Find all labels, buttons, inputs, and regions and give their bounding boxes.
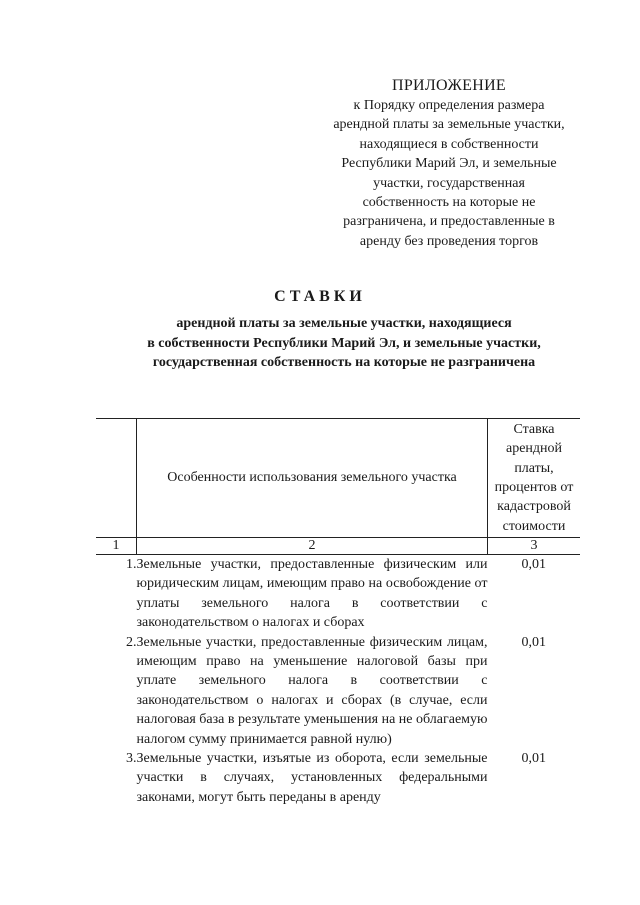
header-cell-usage: Особенности использования земельного участка	[137, 419, 488, 538]
header-cell-rate	[488, 419, 581, 538]
column-number-row	[96, 538, 580, 555]
document-title: СТАВКИ	[274, 288, 366, 305]
appendix-title: ПРИЛОЖЕНИЕ	[391, 77, 506, 94]
appendix-line: разграничена, и предоставленные в	[343, 214, 555, 230]
document-subtitle	[110, 314, 578, 373]
appendix-line: участки, государственная	[373, 175, 525, 191]
rates-table	[96, 418, 580, 807]
subtitle-line: в собственности Республики Марий Эл, и земельные участки,	[147, 335, 541, 351]
appendix-line: к Порядку определения размера	[353, 98, 545, 113]
column-number-cell: 3	[488, 538, 581, 555]
row-description: Земельные участки, предоставленные физическим или юридическим лицам, имеющим право на освобождение от уплаты земельного налога в соответствии с законодательством о налогах и сборах	[136, 557, 488, 631]
column-number-cell: 2	[137, 538, 488, 555]
header-rate-line: платы,	[514, 460, 554, 476]
subtitle-line: государственная собственность на которые не разграничена	[152, 355, 536, 371]
table-header-row	[96, 419, 580, 538]
appendix-line: собственность на которые не	[362, 195, 536, 211]
table-row	[96, 633, 580, 749]
appendix-line: находящиеся в собственности	[359, 136, 539, 152]
header-rate-line: кадастровой	[497, 499, 571, 515]
subtitle-line: арендной платы за земельные участки, находящиеся	[176, 316, 512, 331]
appendix-line: Республики Марий Эл, и земельные	[341, 156, 557, 172]
column-number-cell: 1	[96, 538, 137, 555]
row-number: 1.	[126, 557, 137, 572]
appendix-line: арендной платы за земельные участки,	[333, 117, 565, 133]
row-description: Земельные участки, предоставленные физическим лицам, имеющим право на уменьшение налоговой базы при уплате земельного налога в соответствии с законодательством о налогах и сборах (в случае, если налоговая база в результате уменьшения на не облагаемую налогом сумму принимается равной нулю)	[136, 634, 488, 747]
row-description: Земельные участки, изъятые из оборота, если земельные участки в случаях, установленных федеральными законами, могут быть переданы в аренду	[136, 751, 488, 805]
header-rate-line: процентов от	[494, 480, 574, 495]
row-rate: 0,01	[521, 634, 546, 650]
appendix-block	[318, 76, 580, 251]
table-row	[96, 749, 580, 807]
row-rate: 0,01	[521, 557, 546, 572]
table-row	[96, 555, 580, 633]
header-cell-number	[96, 419, 137, 538]
row-number: 3.	[126, 751, 137, 767]
appendix-line: аренду без проведения торгов	[359, 233, 539, 249]
header-rate-line: арендной	[505, 441, 563, 457]
header-rate-line: Ставка	[513, 421, 555, 437]
header-rate-line: стоимости	[502, 518, 566, 534]
row-number: 2.	[126, 634, 137, 650]
row-rate: 0,01	[521, 751, 546, 767]
